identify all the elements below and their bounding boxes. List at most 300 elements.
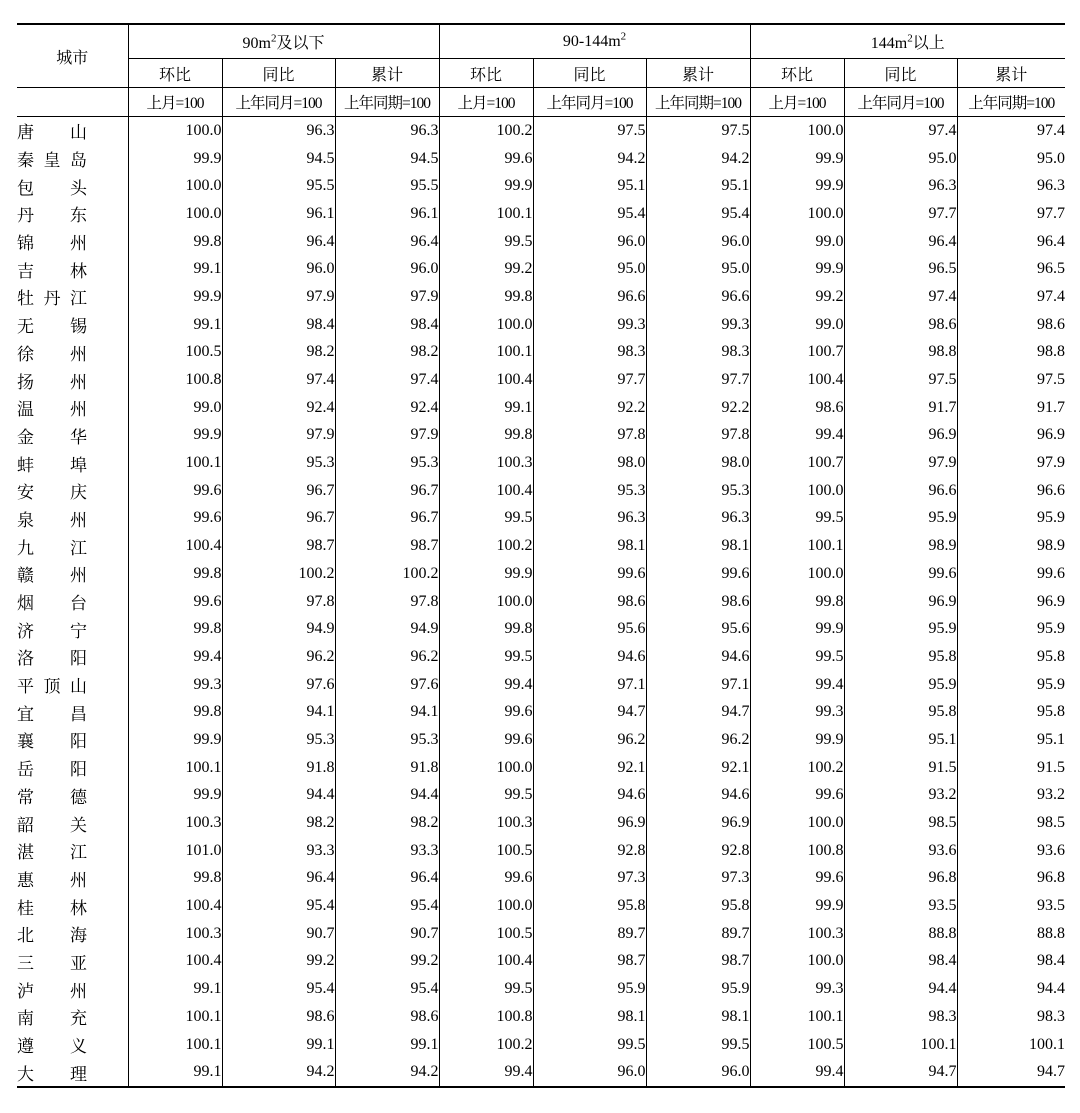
value-cell: 100.5 — [750, 1031, 844, 1059]
value-cell: 100.1 — [957, 1031, 1065, 1059]
city-cell — [17, 698, 128, 726]
value-cell: 97.1 — [646, 671, 750, 699]
value-cell: 100.0 — [750, 809, 844, 837]
value-cell: 100.1 — [128, 1031, 222, 1059]
value-cell: 88.8 — [957, 920, 1065, 948]
value-cell: 97.9 — [222, 422, 335, 450]
city-char: 无 — [17, 317, 34, 337]
city-char: 丹 — [43, 289, 61, 309]
value-cell: 93.2 — [844, 782, 957, 810]
value-cell: 95.9 — [957, 615, 1065, 643]
value-cell: 99.1 — [128, 311, 222, 339]
city-char: 山 — [70, 123, 87, 143]
value-cell: 99.6 — [439, 726, 533, 754]
city-cell — [17, 1003, 128, 1031]
table-row — [17, 560, 1065, 588]
value-cell: 97.7 — [957, 200, 1065, 228]
value-cell: 99.4 — [750, 671, 844, 699]
city-char: 安 — [17, 483, 34, 503]
value-cell: 96.9 — [844, 422, 957, 450]
city-char: 昌 — [70, 704, 87, 724]
value-cell: 99.8 — [128, 228, 222, 256]
value-cell: 94.5 — [222, 145, 335, 173]
value-cell: 96.8 — [957, 865, 1065, 893]
value-cell: 97.5 — [844, 366, 957, 394]
value-cell: 98.3 — [646, 339, 750, 367]
value-cell: 95.0 — [957, 145, 1065, 173]
city-char: 理 — [70, 1064, 87, 1084]
value-cell: 96.9 — [533, 809, 646, 837]
value-cell: 96.3 — [646, 505, 750, 533]
value-cell: 95.3 — [646, 477, 750, 505]
table-row — [17, 975, 1065, 1003]
value-cell: 94.1 — [335, 698, 439, 726]
value-cell: 95.9 — [646, 975, 750, 1003]
value-cell: 99.6 — [128, 505, 222, 533]
city-char: 吉 — [17, 261, 34, 281]
value-cell: 95.6 — [646, 615, 750, 643]
value-cell: 97.7 — [646, 366, 750, 394]
value-cell: 100.0 — [439, 588, 533, 616]
value-cell: 96.0 — [646, 1058, 750, 1087]
value-cell: 95.3 — [335, 449, 439, 477]
base-header-cell: 上年同月=100 — [844, 88, 957, 117]
city-cell — [17, 117, 128, 145]
base-header-cell: 上年同月=100 — [533, 88, 646, 117]
table-row — [17, 643, 1065, 671]
value-cell: 99.6 — [128, 477, 222, 505]
table-row — [17, 422, 1065, 450]
value-cell: 92.4 — [222, 394, 335, 422]
value-cell: 93.5 — [844, 892, 957, 920]
value-cell: 94.7 — [844, 1058, 957, 1087]
table-row — [17, 588, 1065, 616]
value-cell: 100.3 — [128, 809, 222, 837]
value-cell: 97.8 — [222, 588, 335, 616]
city-char: 江 — [70, 289, 87, 309]
table-body — [17, 117, 1065, 1088]
value-cell: 91.7 — [844, 394, 957, 422]
value-cell: 100.0 — [128, 200, 222, 228]
city-char: 济 — [17, 621, 34, 641]
city-char: 九 — [17, 538, 34, 558]
sub-header-cell: 累计 — [335, 59, 439, 88]
value-cell: 96.7 — [222, 477, 335, 505]
value-cell: 98.6 — [222, 1003, 335, 1031]
value-cell: 94.2 — [222, 1058, 335, 1087]
base-header-cell: 上月=100 — [750, 88, 844, 117]
value-cell: 97.9 — [957, 449, 1065, 477]
city-char: 三 — [17, 953, 34, 973]
value-cell: 100.4 — [439, 477, 533, 505]
value-cell: 99.4 — [439, 671, 533, 699]
city-char: 皇 — [43, 151, 61, 171]
value-cell: 95.4 — [222, 892, 335, 920]
value-cell: 91.5 — [844, 754, 957, 782]
value-cell: 99.1 — [335, 1031, 439, 1059]
value-cell: 99.4 — [439, 1058, 533, 1087]
city-char: 金 — [17, 427, 34, 447]
city-char: 赣 — [17, 566, 34, 586]
value-cell: 97.4 — [844, 283, 957, 311]
table-row — [17, 837, 1065, 865]
value-cell: 99.6 — [844, 560, 957, 588]
value-cell: 98.1 — [533, 1003, 646, 1031]
value-cell: 100.1 — [439, 200, 533, 228]
table-row — [17, 1031, 1065, 1059]
city-char: 湛 — [17, 843, 34, 863]
value-cell: 98.7 — [222, 532, 335, 560]
table-row — [17, 172, 1065, 200]
value-cell: 93.3 — [335, 837, 439, 865]
value-cell: 95.9 — [957, 671, 1065, 699]
value-cell: 96.0 — [533, 1058, 646, 1087]
value-cell: 95.3 — [222, 726, 335, 754]
value-cell: 96.5 — [957, 255, 1065, 283]
value-cell: 99.8 — [439, 283, 533, 311]
table-row — [17, 948, 1065, 976]
value-cell: 95.6 — [533, 615, 646, 643]
value-cell: 95.9 — [844, 615, 957, 643]
value-cell: 100.4 — [439, 366, 533, 394]
city-cell — [17, 754, 128, 782]
value-cell: 97.8 — [533, 422, 646, 450]
value-cell: 94.4 — [957, 975, 1065, 1003]
sub-header-cell: 环比 — [439, 59, 533, 88]
value-cell: 98.8 — [844, 339, 957, 367]
value-cell: 95.4 — [335, 975, 439, 1003]
city-char: 顶 — [43, 677, 61, 697]
value-cell: 98.3 — [533, 339, 646, 367]
value-cell: 89.7 — [533, 920, 646, 948]
value-cell: 94.2 — [646, 145, 750, 173]
city-char: 洛 — [17, 649, 34, 669]
value-cell: 100.7 — [750, 339, 844, 367]
city-cell — [17, 172, 128, 200]
value-cell: 98.0 — [533, 449, 646, 477]
value-cell: 99.6 — [439, 698, 533, 726]
value-cell: 98.3 — [957, 1003, 1065, 1031]
value-cell: 89.7 — [646, 920, 750, 948]
value-cell: 99.8 — [750, 588, 844, 616]
value-cell: 99.9 — [750, 892, 844, 920]
sub-header-row — [17, 59, 1065, 88]
city-char: 温 — [17, 400, 34, 420]
value-cell: 99.1 — [128, 1058, 222, 1087]
value-cell: 94.4 — [222, 782, 335, 810]
value-cell: 99.8 — [128, 615, 222, 643]
value-cell: 97.9 — [222, 283, 335, 311]
value-cell: 99.5 — [439, 228, 533, 256]
value-cell: 92.1 — [533, 754, 646, 782]
value-cell: 96.2 — [533, 726, 646, 754]
value-cell: 100.4 — [750, 366, 844, 394]
city-cell — [17, 588, 128, 616]
value-cell: 99.6 — [957, 560, 1065, 588]
city-char: 充 — [70, 1009, 87, 1029]
value-cell: 95.4 — [222, 975, 335, 1003]
table-row — [17, 671, 1065, 699]
value-cell: 99.0 — [128, 394, 222, 422]
table-row — [17, 615, 1065, 643]
value-cell: 99.9 — [439, 172, 533, 200]
value-cell: 91.8 — [222, 754, 335, 782]
city-cell — [17, 283, 128, 311]
city-cell — [17, 920, 128, 948]
value-cell: 100.2 — [335, 560, 439, 588]
value-cell: 100.4 — [128, 532, 222, 560]
value-cell: 96.0 — [646, 228, 750, 256]
city-cell — [17, 255, 128, 283]
table-row — [17, 200, 1065, 228]
value-cell: 99.4 — [750, 1058, 844, 1087]
value-cell: 97.7 — [533, 366, 646, 394]
value-cell: 99.1 — [128, 255, 222, 283]
value-cell: 99.2 — [222, 948, 335, 976]
value-cell: 100.0 — [128, 172, 222, 200]
value-cell: 100.0 — [128, 117, 222, 145]
base-header-cell: 上年同期=100 — [646, 88, 750, 117]
value-cell: 93.6 — [844, 837, 957, 865]
value-cell: 99.5 — [750, 643, 844, 671]
city-cell — [17, 1031, 128, 1059]
city-char: 州 — [70, 344, 87, 364]
value-cell: 99.2 — [750, 283, 844, 311]
city-char: 包 — [17, 178, 34, 198]
city-char: 关 — [70, 815, 87, 835]
value-cell: 92.4 — [335, 394, 439, 422]
sub-header-cell: 环比 — [750, 59, 844, 88]
city-char: 庆 — [70, 483, 87, 503]
value-cell: 97.3 — [646, 865, 750, 893]
value-cell: 99.8 — [128, 698, 222, 726]
value-cell: 96.2 — [335, 643, 439, 671]
value-cell: 96.4 — [335, 865, 439, 893]
value-cell: 100.1 — [128, 754, 222, 782]
value-cell: 94.4 — [335, 782, 439, 810]
value-cell: 93.3 — [222, 837, 335, 865]
value-cell: 99.9 — [750, 726, 844, 754]
value-cell: 97.9 — [844, 449, 957, 477]
city-char: 北 — [17, 926, 34, 946]
value-cell: 94.5 — [335, 145, 439, 173]
value-cell: 97.4 — [957, 283, 1065, 311]
city-char: 烟 — [17, 594, 34, 614]
value-cell: 99.8 — [439, 422, 533, 450]
value-cell: 99.8 — [439, 615, 533, 643]
city-char: 州 — [70, 981, 87, 1001]
value-cell: 100.0 — [750, 560, 844, 588]
group-header: $144m^2$以上 — [750, 24, 1065, 59]
table-row — [17, 865, 1065, 893]
value-cell: 94.6 — [646, 643, 750, 671]
value-cell: 100.5 — [439, 837, 533, 865]
value-cell: 99.9 — [128, 145, 222, 173]
city-char: 泸 — [17, 981, 34, 1001]
value-cell: 94.1 — [222, 698, 335, 726]
value-cell: 100.7 — [750, 449, 844, 477]
value-cell: 97.4 — [222, 366, 335, 394]
base-header-cell: 上年同期=100 — [335, 88, 439, 117]
table-row — [17, 449, 1065, 477]
value-cell: 96.8 — [844, 865, 957, 893]
value-cell: 95.1 — [957, 726, 1065, 754]
value-cell: 96.2 — [646, 726, 750, 754]
price-index-table — [17, 23, 1065, 1088]
value-cell: 99.6 — [533, 560, 646, 588]
value-cell: 97.3 — [533, 865, 646, 893]
value-cell: 100.0 — [750, 117, 844, 145]
value-cell: 99.2 — [335, 948, 439, 976]
value-cell: 96.3 — [957, 172, 1065, 200]
base-header-row — [17, 88, 1065, 117]
city-char: 州 — [70, 234, 87, 254]
city-cell — [17, 339, 128, 367]
table-row — [17, 117, 1065, 145]
value-cell: 96.3 — [335, 117, 439, 145]
city-char: 锦 — [17, 234, 34, 254]
city-cell — [17, 837, 128, 865]
value-cell: 99.8 — [128, 560, 222, 588]
table-row — [17, 698, 1065, 726]
base-header-cell: 上年同期=100 — [957, 88, 1065, 117]
value-cell: 98.6 — [844, 311, 957, 339]
value-cell: 99.0 — [750, 228, 844, 256]
value-cell: 99.3 — [646, 311, 750, 339]
value-cell: 95.0 — [844, 145, 957, 173]
city-char: 埠 — [70, 455, 87, 475]
city-column-header: 城市 — [17, 24, 128, 88]
table-row — [17, 394, 1065, 422]
value-cell: 99.4 — [128, 643, 222, 671]
value-cell: 96.7 — [335, 505, 439, 533]
value-cell: 100.3 — [439, 809, 533, 837]
value-cell: 96.6 — [957, 477, 1065, 505]
value-cell: 99.5 — [750, 505, 844, 533]
city-cell — [17, 145, 128, 173]
value-cell: 99.3 — [128, 671, 222, 699]
value-cell: 100.1 — [750, 1003, 844, 1031]
city-char: 岛 — [70, 151, 87, 171]
city-cell — [17, 449, 128, 477]
city-cell — [17, 394, 128, 422]
city-char: 宁 — [70, 621, 87, 641]
value-cell: 99.1 — [222, 1031, 335, 1059]
table-row — [17, 782, 1065, 810]
value-cell: 99.3 — [750, 698, 844, 726]
value-cell: 100.2 — [750, 754, 844, 782]
value-cell: 97.5 — [957, 366, 1065, 394]
value-cell: 90.7 — [222, 920, 335, 948]
value-cell: 99.5 — [439, 782, 533, 810]
table-row — [17, 1003, 1065, 1031]
value-cell: 98.5 — [844, 809, 957, 837]
city-char: 海 — [70, 926, 87, 946]
table-row — [17, 145, 1065, 173]
city-cell — [17, 643, 128, 671]
value-cell: 98.0 — [646, 449, 750, 477]
value-cell: 99.6 — [128, 588, 222, 616]
value-cell: 96.6 — [646, 283, 750, 311]
value-cell: 95.3 — [335, 726, 439, 754]
city-char: 州 — [70, 566, 87, 586]
city-cell — [17, 505, 128, 533]
city-cell — [17, 865, 128, 893]
city-char: 山 — [70, 677, 87, 697]
value-cell: 93.5 — [957, 892, 1065, 920]
value-cell: 99.9 — [750, 255, 844, 283]
value-cell: 95.8 — [957, 643, 1065, 671]
value-cell: 98.2 — [335, 809, 439, 837]
value-cell: 95.1 — [844, 726, 957, 754]
value-cell: 101.0 — [128, 837, 222, 865]
city-char: 东 — [70, 206, 87, 226]
value-cell: 98.6 — [533, 588, 646, 616]
value-cell: 96.3 — [844, 172, 957, 200]
city-cell — [17, 228, 128, 256]
value-cell: 100.5 — [128, 339, 222, 367]
value-cell: 98.4 — [222, 311, 335, 339]
value-cell: 100.3 — [439, 449, 533, 477]
value-cell: 99.0 — [750, 311, 844, 339]
value-cell: 100.3 — [750, 920, 844, 948]
value-cell: 100.8 — [750, 837, 844, 865]
value-cell: 98.7 — [646, 948, 750, 976]
value-cell: 99.4 — [750, 422, 844, 450]
city-char: 华 — [70, 427, 87, 447]
value-cell: 97.4 — [957, 117, 1065, 145]
value-cell: 99.6 — [646, 560, 750, 588]
value-cell: 95.1 — [533, 172, 646, 200]
value-cell: 100.0 — [750, 948, 844, 976]
city-cell — [17, 671, 128, 699]
value-cell: 96.2 — [222, 643, 335, 671]
value-cell: 99.6 — [750, 865, 844, 893]
city-cell — [17, 532, 128, 560]
value-cell: 99.6 — [750, 782, 844, 810]
city-char: 平 — [17, 677, 34, 697]
city-char: 台 — [70, 594, 87, 614]
value-cell: 95.8 — [646, 892, 750, 920]
group-header: $90-144m^2$ — [439, 24, 750, 59]
value-cell: 99.5 — [646, 1031, 750, 1059]
value-cell: 96.1 — [222, 200, 335, 228]
value-cell: 94.6 — [533, 643, 646, 671]
city-char: 州 — [70, 372, 87, 392]
value-cell: 99.6 — [439, 865, 533, 893]
table-row — [17, 726, 1065, 754]
value-cell: 93.2 — [957, 782, 1065, 810]
value-cell: 100.1 — [128, 449, 222, 477]
value-cell: 99.9 — [128, 782, 222, 810]
value-cell: 98.8 — [957, 339, 1065, 367]
table-row — [17, 809, 1065, 837]
value-cell: 98.1 — [646, 1003, 750, 1031]
value-cell: 99.9 — [750, 615, 844, 643]
value-cell: 96.9 — [646, 809, 750, 837]
value-cell: 100.0 — [439, 892, 533, 920]
value-cell: 96.5 — [844, 255, 957, 283]
value-cell: 94.4 — [844, 975, 957, 1003]
value-cell: 95.3 — [222, 449, 335, 477]
table-row — [17, 366, 1065, 394]
value-cell: 100.2 — [439, 1031, 533, 1059]
value-cell: 95.8 — [844, 698, 957, 726]
table-row — [17, 920, 1065, 948]
value-cell: 100.3 — [128, 920, 222, 948]
value-cell: 95.8 — [957, 698, 1065, 726]
city-char: 惠 — [17, 870, 34, 890]
